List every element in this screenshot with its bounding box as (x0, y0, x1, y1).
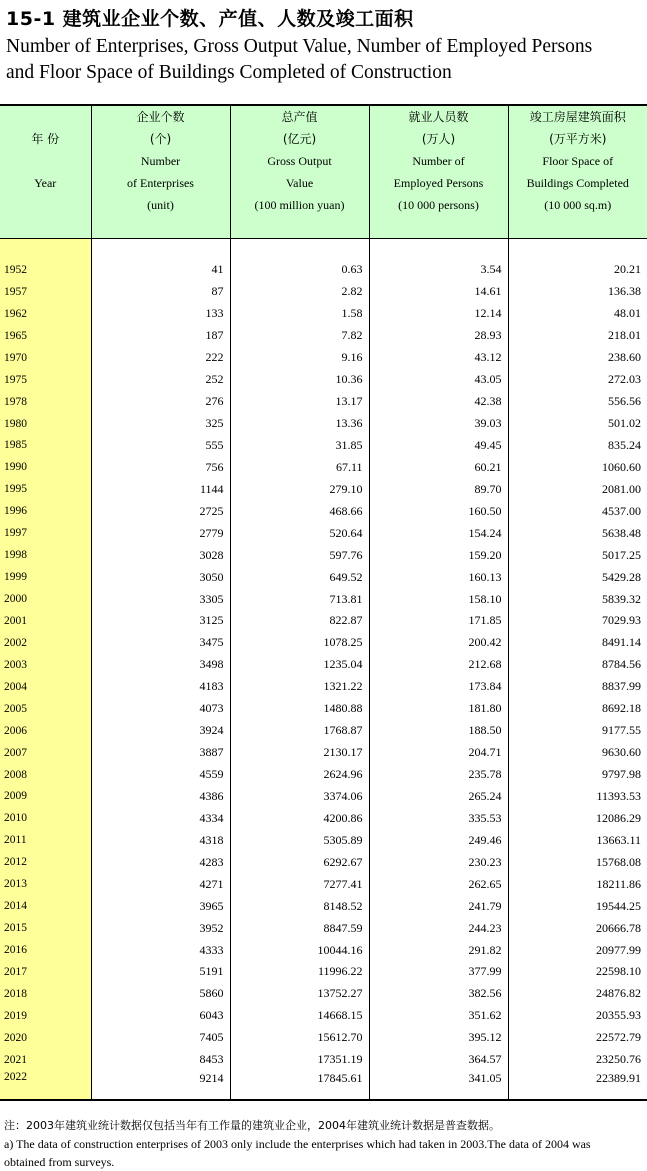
cell-floor-space: 8784.56 (508, 654, 647, 676)
cell-enterprises: 276 (91, 391, 230, 413)
cell-enterprises: 5191 (91, 961, 230, 983)
table-row (0, 764, 647, 786)
cell-enterprises: 3305 (91, 588, 230, 610)
cell-enterprises: 3887 (91, 742, 230, 764)
header-output-en2: Value (231, 172, 369, 194)
cell-employed: 160.50 (369, 500, 508, 522)
cell-year: 2012 (0, 851, 91, 873)
footnote-cn: 注：2003年建筑业统计数据仅包括当年有工作量的建筑业企业，2004年建筑业统计数据是普查数据。 (4, 1117, 500, 1133)
table-row (0, 654, 647, 676)
table-row (0, 786, 647, 808)
cell-year: 2014 (0, 895, 91, 917)
cell-year: 1952 (0, 259, 91, 281)
cell-employed: 204.71 (369, 742, 508, 764)
cell-employed: 377.99 (369, 961, 508, 983)
cell-year: 1998 (0, 544, 91, 566)
table-row (0, 544, 647, 566)
cell-employed: 291.82 (369, 939, 508, 961)
cell-year: 1957 (0, 281, 91, 303)
cell-output: 14668.15 (230, 1005, 369, 1027)
cell-output: 468.66 (230, 500, 369, 522)
cell-enterprises: 4318 (91, 829, 230, 851)
cell-floor-space: 7029.93 (508, 610, 647, 632)
cell-enterprises: 3924 (91, 720, 230, 742)
cell-output: 2130.17 (230, 742, 369, 764)
cell-output: 67.11 (230, 456, 369, 478)
cell-enterprises: 325 (91, 413, 230, 435)
cell-output: 597.76 (230, 544, 369, 566)
table-row (0, 566, 647, 588)
cell-floor-space: 556.56 (508, 391, 647, 413)
header-output (230, 105, 369, 239)
cell-enterprises: 3952 (91, 917, 230, 939)
header-enterprises-unit: (unit) (92, 194, 230, 216)
table-row (0, 347, 647, 369)
header-enterprises-cn-unit: (个) (92, 128, 230, 150)
cell-year: 2019 (0, 1005, 91, 1027)
header-enterprises (91, 105, 230, 239)
header-output-cn: 总产值 (231, 106, 369, 128)
cell-output: 9.16 (230, 347, 369, 369)
cell-enterprises: 252 (91, 369, 230, 391)
cell-enterprises: 187 (91, 325, 230, 347)
cell-enterprises: 1144 (91, 478, 230, 500)
header-employed-cn: 就业人员数 (370, 106, 508, 128)
cell-output: 279.10 (230, 478, 369, 500)
spacer-row (0, 239, 647, 260)
cell-floor-space: 24876.82 (508, 983, 647, 1005)
cell-floor-space: 8837.99 (508, 676, 647, 698)
cell-year: 1996 (0, 500, 91, 522)
table-row (0, 281, 647, 303)
header-year (0, 105, 91, 239)
cell-year: 2013 (0, 873, 91, 895)
cell-floor-space: 11393.53 (508, 786, 647, 808)
cell-floor-space: 1060.60 (508, 456, 647, 478)
cell-floor-space: 48.01 (508, 303, 647, 325)
cell-output: 3374.06 (230, 786, 369, 808)
header-employed-en2: Employed Persons (370, 172, 508, 194)
cell-employed: 12.14 (369, 303, 508, 325)
cell-enterprises: 4334 (91, 807, 230, 829)
cell-year: 2021 (0, 1049, 91, 1071)
cell-floor-space: 22389.91 (508, 1071, 647, 1100)
cell-year: 1980 (0, 413, 91, 435)
cell-employed: 173.84 (369, 676, 508, 698)
cell-employed: 42.38 (369, 391, 508, 413)
table-row (0, 720, 647, 742)
cell-floor-space: 18211.86 (508, 873, 647, 895)
cell-output: 13752.27 (230, 983, 369, 1005)
cell-floor-space: 20977.99 (508, 939, 647, 961)
cell-floor-space: 9630.60 (508, 742, 647, 764)
table-row (0, 895, 647, 917)
cell-output: 649.52 (230, 566, 369, 588)
cell-floor-space: 8692.18 (508, 698, 647, 720)
cell-employed: 158.10 (369, 588, 508, 610)
cell-year: 2002 (0, 632, 91, 654)
cell-enterprises: 133 (91, 303, 230, 325)
cell-employed: 265.24 (369, 786, 508, 808)
cell-employed: 230.23 (369, 851, 508, 873)
table-row (0, 610, 647, 632)
cell-employed: 241.79 (369, 895, 508, 917)
cell-enterprises: 756 (91, 456, 230, 478)
cell-employed: 395.12 (369, 1027, 508, 1049)
cell-employed: 181.80 (369, 698, 508, 720)
cell-output: 13.17 (230, 391, 369, 413)
table-row (0, 1071, 647, 1100)
table-row (0, 851, 647, 873)
cell-employed: 351.62 (369, 1005, 508, 1027)
table-row (0, 698, 647, 720)
cell-floor-space: 12086.29 (508, 807, 647, 829)
cell-employed: 43.05 (369, 369, 508, 391)
cell-employed: 335.53 (369, 807, 508, 829)
cell-enterprises: 4183 (91, 676, 230, 698)
cell-output: 10.36 (230, 369, 369, 391)
cell-output: 5305.89 (230, 829, 369, 851)
cell-enterprises: 3050 (91, 566, 230, 588)
cell-output: 13.36 (230, 413, 369, 435)
cell-floor-space: 8491.14 (508, 632, 647, 654)
header-row (0, 105, 647, 239)
cell-enterprises: 2725 (91, 500, 230, 522)
cell-enterprises: 4559 (91, 764, 230, 786)
header-employed-unit: (10 000 persons) (370, 194, 508, 216)
cell-output: 8148.52 (230, 895, 369, 917)
header-enterprises-en1: Number (92, 150, 230, 172)
cell-floor-space: 20.21 (508, 259, 647, 281)
cell-output: 17845.61 (230, 1071, 369, 1100)
cell-output: 1078.25 (230, 632, 369, 654)
cell-output: 1480.88 (230, 698, 369, 720)
cell-employed: 171.85 (369, 610, 508, 632)
cell-floor-space: 22598.10 (508, 961, 647, 983)
cell-enterprises: 4283 (91, 851, 230, 873)
cell-floor-space: 23250.76 (508, 1049, 647, 1071)
table-row (0, 522, 647, 544)
cell-employed: 39.03 (369, 413, 508, 435)
cell-enterprises: 87 (91, 281, 230, 303)
cell-year: 2001 (0, 610, 91, 632)
cell-floor-space: 2081.00 (508, 478, 647, 500)
table-row (0, 413, 647, 435)
header-year-cn: 年 份 (0, 128, 91, 150)
cell-output: 1.58 (230, 303, 369, 325)
cell-output: 1235.04 (230, 654, 369, 676)
cell-enterprises: 8453 (91, 1049, 230, 1071)
table-title-en-line1: Number of Enterprises, Gross Output Value, Number of Employed Persons (6, 36, 592, 58)
table-row (0, 676, 647, 698)
table-row (0, 1027, 647, 1049)
cell-floor-space: 136.38 (508, 281, 647, 303)
cell-employed: 3.54 (369, 259, 508, 281)
table-row (0, 829, 647, 851)
data-table-container (0, 104, 647, 1101)
cell-output: 10044.16 (230, 939, 369, 961)
cell-floor-space: 835.24 (508, 435, 647, 457)
table-row (0, 983, 647, 1005)
header-output-en1: Gross Output (231, 150, 369, 172)
cell-output: 2.82 (230, 281, 369, 303)
table-row (0, 632, 647, 654)
header-enterprises-en2: of Enterprises (92, 172, 230, 194)
table-row (0, 456, 647, 478)
table-row (0, 807, 647, 829)
cell-enterprises: 4271 (91, 873, 230, 895)
cell-employed: 14.61 (369, 281, 508, 303)
cell-enterprises: 3028 (91, 544, 230, 566)
cell-year: 2005 (0, 698, 91, 720)
cell-year: 2018 (0, 983, 91, 1005)
cell-year: 2020 (0, 1027, 91, 1049)
cell-enterprises: 9214 (91, 1071, 230, 1100)
cell-employed: 382.56 (369, 983, 508, 1005)
table-row (0, 1005, 647, 1027)
cell-employed: 154.24 (369, 522, 508, 544)
cell-enterprises: 4073 (91, 698, 230, 720)
cell-employed: 212.68 (369, 654, 508, 676)
cell-year: 2022 (0, 1071, 91, 1100)
header-employed-cn-unit: (万人) (370, 128, 508, 150)
cell-employed: 364.57 (369, 1049, 508, 1071)
table-row (0, 1049, 647, 1071)
cell-employed: 188.50 (369, 720, 508, 742)
cell-output: 520.64 (230, 522, 369, 544)
cell-employed: 89.70 (369, 478, 508, 500)
cell-output: 1768.87 (230, 720, 369, 742)
cell-year: 1997 (0, 522, 91, 544)
cell-year: 1962 (0, 303, 91, 325)
cell-floor-space: 20666.78 (508, 917, 647, 939)
table-title-en-line2: and Floor Space of Buildings Completed of Construction (6, 62, 452, 84)
cell-year: 2009 (0, 786, 91, 808)
cell-employed: 159.20 (369, 544, 508, 566)
header-floor-space-en1: Floor Space of (509, 150, 647, 172)
cell-year: 2015 (0, 917, 91, 939)
cell-floor-space: 501.02 (508, 413, 647, 435)
cell-year: 2010 (0, 807, 91, 829)
cell-employed: 200.42 (369, 632, 508, 654)
cell-employed: 235.78 (369, 764, 508, 786)
table-row (0, 588, 647, 610)
cell-employed: 49.45 (369, 435, 508, 457)
cell-output: 7.82 (230, 325, 369, 347)
cell-enterprises: 4386 (91, 786, 230, 808)
cell-employed: 43.12 (369, 347, 508, 369)
cell-employed: 244.23 (369, 917, 508, 939)
cell-year: 2016 (0, 939, 91, 961)
cell-enterprises: 3475 (91, 632, 230, 654)
cell-enterprises: 555 (91, 435, 230, 457)
table-row (0, 435, 647, 457)
cell-output: 17351.19 (230, 1049, 369, 1071)
cell-year: 1965 (0, 325, 91, 347)
cell-floor-space: 4537.00 (508, 500, 647, 522)
table-row (0, 961, 647, 983)
cell-enterprises: 222 (91, 347, 230, 369)
cell-output: 2624.96 (230, 764, 369, 786)
cell-year: 2008 (0, 764, 91, 786)
table-body (0, 239, 647, 1100)
table-row (0, 325, 647, 347)
cell-output: 15612.70 (230, 1027, 369, 1049)
cell-floor-space: 218.01 (508, 325, 647, 347)
table-title-cn: 15-1 建筑业企业个数、产值、人数及竣工面积 (6, 4, 414, 31)
cell-year: 2000 (0, 588, 91, 610)
cell-floor-space: 9177.55 (508, 720, 647, 742)
table-row (0, 259, 647, 281)
cell-year: 2007 (0, 742, 91, 764)
cell-output: 7277.41 (230, 873, 369, 895)
header-floor-space-unit: (10 000 sq.m) (509, 194, 647, 216)
cell-output: 6292.67 (230, 851, 369, 873)
cell-year: 1995 (0, 478, 91, 500)
cell-floor-space: 9797.98 (508, 764, 647, 786)
cell-enterprises: 2779 (91, 522, 230, 544)
cell-enterprises: 41 (91, 259, 230, 281)
cell-employed: 262.65 (369, 873, 508, 895)
cell-enterprises: 4333 (91, 939, 230, 961)
header-employed (369, 105, 508, 239)
cell-year: 2006 (0, 720, 91, 742)
table-row (0, 917, 647, 939)
cell-enterprises: 6043 (91, 1005, 230, 1027)
header-floor-space-cn-unit: (万平方米) (509, 128, 647, 150)
cell-year: 1970 (0, 347, 91, 369)
table-row (0, 303, 647, 325)
cell-output: 822.87 (230, 610, 369, 632)
header-output-unit: (100 million yuan) (231, 194, 369, 216)
header-output-cn-unit: (亿元) (231, 128, 369, 150)
footnote-en: a) The data of construction enterprises of 2003 only include the enterprises which had taken in 2003.The data of 2004 was obtained from surveys. (4, 1135, 634, 1171)
cell-floor-space: 15768.08 (508, 851, 647, 873)
cell-output: 11996.22 (230, 961, 369, 983)
header-employed-en1: Number of (370, 150, 508, 172)
cell-floor-space: 5638.48 (508, 522, 647, 544)
cell-year: 1975 (0, 369, 91, 391)
cell-output: 1321.22 (230, 676, 369, 698)
header-floor-space-en2: Buildings Completed (509, 172, 647, 194)
header-floor-space (508, 105, 647, 239)
cell-year: 2017 (0, 961, 91, 983)
table-row (0, 939, 647, 961)
cell-year: 2003 (0, 654, 91, 676)
cell-employed: 28.93 (369, 325, 508, 347)
cell-year: 1990 (0, 456, 91, 478)
cell-employed: 341.05 (369, 1071, 508, 1100)
cell-enterprises: 7405 (91, 1027, 230, 1049)
cell-floor-space: 19544.25 (508, 895, 647, 917)
table-row (0, 873, 647, 895)
cell-enterprises: 3965 (91, 895, 230, 917)
cell-enterprises: 3498 (91, 654, 230, 676)
cell-floor-space: 5017.25 (508, 544, 647, 566)
cell-floor-space: 238.60 (508, 347, 647, 369)
cell-year: 2004 (0, 676, 91, 698)
cell-output: 31.85 (230, 435, 369, 457)
table-row (0, 369, 647, 391)
cell-floor-space: 20355.93 (508, 1005, 647, 1027)
header-enterprises-cn: 企业个数 (92, 106, 230, 128)
cell-year: 2011 (0, 829, 91, 851)
statistics-table (0, 104, 647, 1101)
header-floor-space-cn: 竣工房屋建筑面积 (509, 106, 647, 128)
table-row (0, 391, 647, 413)
table-row (0, 478, 647, 500)
cell-floor-space: 5429.28 (508, 566, 647, 588)
cell-employed: 60.21 (369, 456, 508, 478)
cell-year: 1999 (0, 566, 91, 588)
cell-year: 1985 (0, 435, 91, 457)
cell-floor-space: 13663.11 (508, 829, 647, 851)
cell-output: 4200.86 (230, 807, 369, 829)
cell-floor-space: 5839.32 (508, 588, 647, 610)
header-year-en: Year (0, 172, 91, 194)
cell-enterprises: 5860 (91, 983, 230, 1005)
cell-employed: 160.13 (369, 566, 508, 588)
cell-enterprises: 3125 (91, 610, 230, 632)
table-row (0, 500, 647, 522)
cell-output: 0.63 (230, 259, 369, 281)
cell-employed: 249.46 (369, 829, 508, 851)
table-row (0, 742, 647, 764)
cell-floor-space: 272.03 (508, 369, 647, 391)
cell-year: 1978 (0, 391, 91, 413)
cell-floor-space: 22572.79 (508, 1027, 647, 1049)
cell-output: 8847.59 (230, 917, 369, 939)
cell-output: 713.81 (230, 588, 369, 610)
